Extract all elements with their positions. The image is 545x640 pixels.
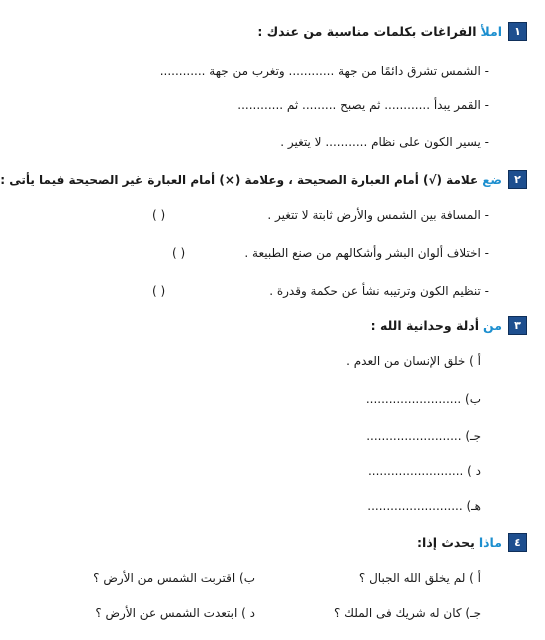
section-3-title: أدلة وحدانية الله : [370,318,479,333]
section-1-item-3: - يسير الكون على نظام ........... لا يتغير . [280,135,489,149]
section-3-item-c: جـ) ......................... [366,429,481,443]
section-1-number: ١ [508,22,527,41]
section-3-heading [371,316,527,335]
section-2-answer-box-3[interactable]: ( ) [152,284,166,298]
section-2-answer-box-1[interactable]: ( ) [152,208,166,222]
section-2-prefix: ضع [482,172,502,187]
section-3-item-a: أ ) خلق الإنسان من العدم . [346,354,481,368]
section-4-title: يحدث إذا: [417,535,475,550]
section-1-title: الفراغات بكلمات مناسبة من عندك : [257,24,477,39]
section-1-item-1: - الشمس تشرق دائمًا من جهة ............ وتغرب من جهة ............ [159,64,489,78]
section-1-heading [257,22,527,41]
section-1-prefix: املأ [480,24,502,39]
section-2-item-2: - اختلاف ألوان البشر وأشكالهم من صنع الطبيعة . [244,246,489,260]
section-2-title: علامة (√) أمام العبارة الصحيحة ، وعلامة (×) أمام العبارة غير الصحيحة فيما يأتى : [0,172,479,187]
section-3-item-b: ب) ......................... [365,392,481,406]
section-2-item-1: - المسافة بين الشمس والأرض ثابتة لا تتغير . [267,208,489,222]
section-3-item-d: د ) ......................... [367,464,481,478]
section-4-heading [417,533,527,552]
section-3-prefix: من [483,318,502,333]
section-4-prefix: ماذا [478,535,502,550]
section-2-item-3: - تنظيم الكون وترتيبه نشأ عن حكمة وقدرة . [269,284,489,298]
section-4-item-a: أ ) لم يخلق الله الجبال ؟ [358,571,481,585]
section-1-item-2: - القمر يبدأ ............ ثم يصبح ......... ثم ............ [237,98,489,112]
section-4-item-d: د ) ابتعدت الشمس عن الأرض ؟ [95,606,255,620]
section-4-item-c: جـ) كان له شريك فى الملك ؟ [333,606,481,620]
section-3-item-e: هـ) ......................... [367,499,481,513]
section-4-number: ٤ [508,533,527,552]
section-3-number: ٣ [508,316,527,335]
section-4-item-b: ب) اقتربت الشمس من الأرض ؟ [93,571,255,585]
section-2-number: ٢ [508,170,527,189]
section-2-answer-box-2[interactable]: ( ) [172,246,186,260]
section-2-heading [0,170,527,189]
